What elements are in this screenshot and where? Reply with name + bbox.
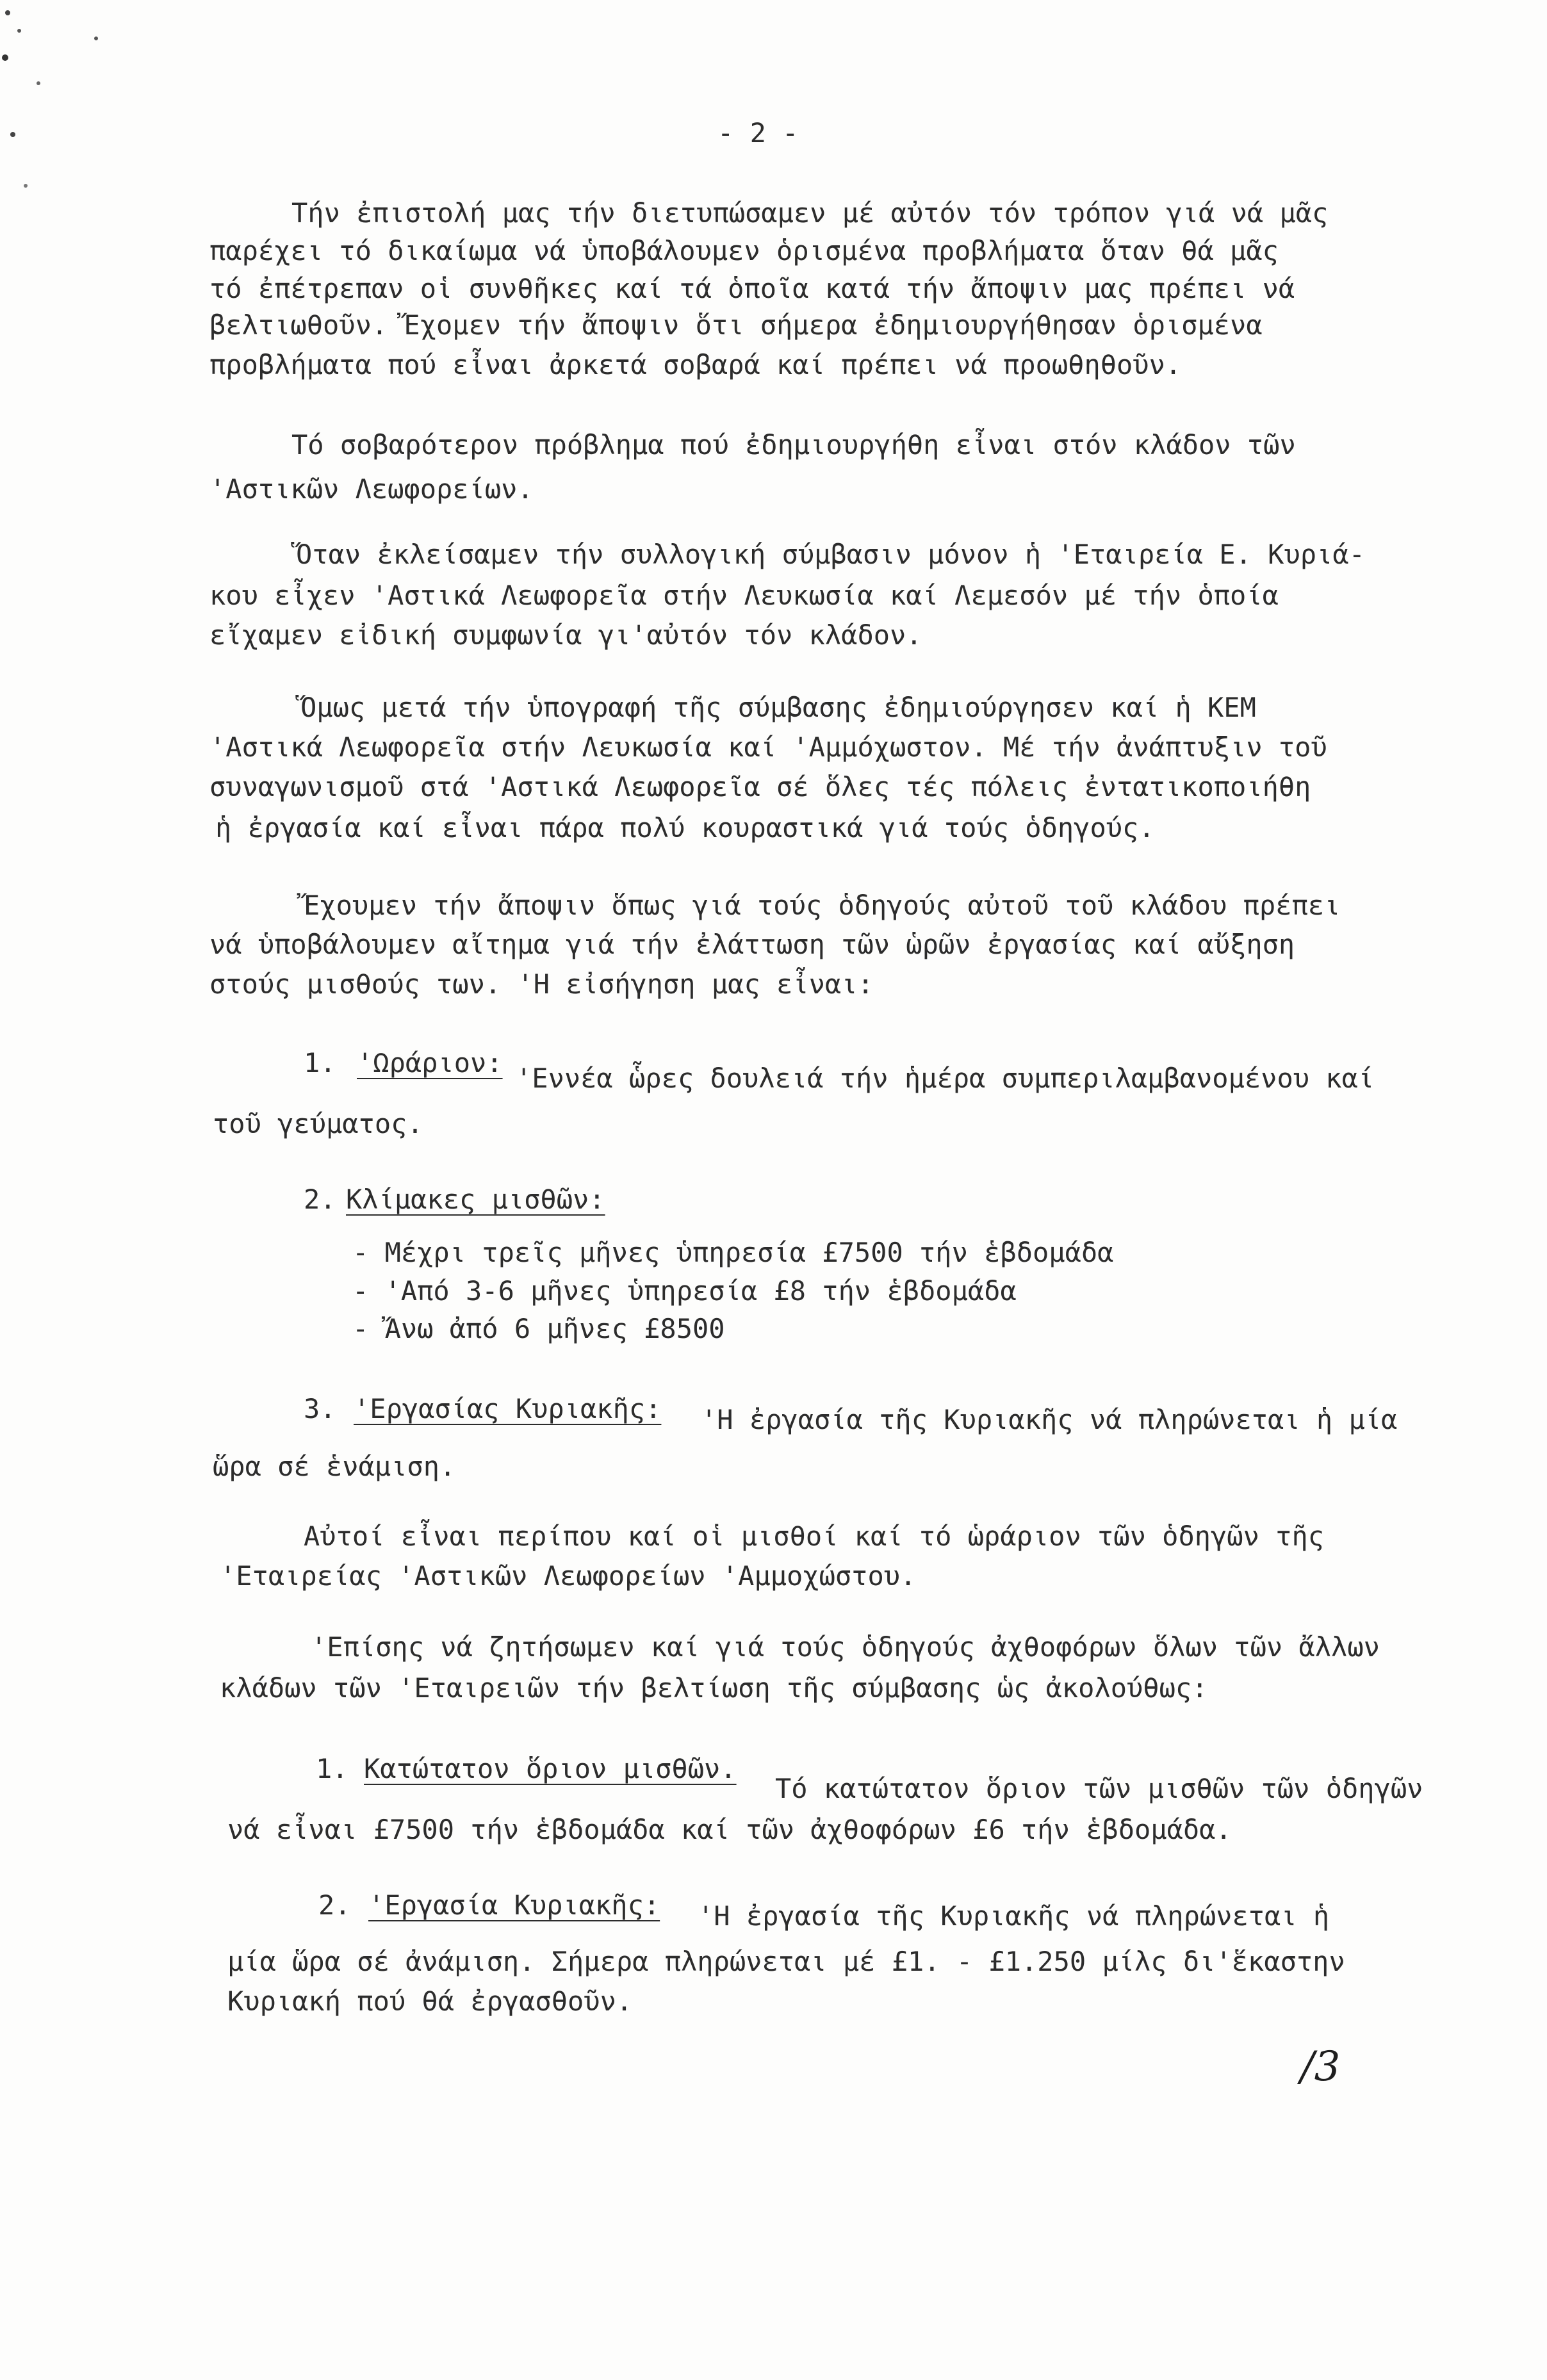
item-text: 'Η ἐργασία τῆς Κυριακῆς νά πληρώνεται ἡ bbox=[698, 1900, 1330, 1932]
item-number: 2. bbox=[304, 1184, 336, 1215]
item-number: 3. bbox=[304, 1393, 336, 1424]
contract-line: εἴχαμεν εἰδική συμφωνία γι'αὐτόν τόν κλάδον. bbox=[209, 619, 922, 651]
item-text: 'Εννέα ὧρες δουλειά τήν ἡμέρα συμπεριλαμβανομένου καί bbox=[516, 1063, 1375, 1094]
item-heading: 'Ωράριον: bbox=[357, 1047, 503, 1079]
intro-line: βελτιωθοῦν. Ἔχομεν τήν ἄποψιν ὅτι σήμερα ἐδημιουργήθησαν ὁρισμένα bbox=[209, 309, 1263, 341]
continuation-mark: /3 bbox=[1300, 2043, 1341, 2091]
wage-step: - Ἄνω ἀπό 6 μῆνες £8500 bbox=[352, 1313, 725, 1344]
problem-line: 'Αστικῶν Λεωφορείων. bbox=[209, 473, 534, 505]
item-heading: Κατώτατον ὅριον μισθῶν. bbox=[364, 1753, 737, 1784]
item-continuation: νά εἶναι £7500 τήν ἑβδομάδα καί τῶν ἀχθοφόρων £6 τήν ἑβδομάδα. bbox=[227, 1814, 1232, 1845]
item-continuation: Κυριακή πού θά ἐργασθοῦν. bbox=[227, 1985, 633, 2017]
competition-line: Ὅμως μετά τήν ὑπογραφή τῆς σύμβασης ἐδημιούργησεν καί ἡ ΚΕΜ bbox=[300, 692, 1256, 723]
proposal-line: νά ὑποβάλουμεν αἴτημα γιά τήν ἐλάττωση τῶν ὡρῶν ἐργασίας καί αὔξηση bbox=[209, 929, 1295, 960]
contract-line: Ὅταν ἐκλείσαμεν τήν συλλογική σύμβασιν μόνον ἡ 'Εταιρεία Ε. Κυριά- bbox=[296, 539, 1365, 570]
wage-step: - Μέχρι τρεῖς μῆνες ὑπηρεσία £7500 τήν ἑβδομάδα bbox=[352, 1237, 1114, 1268]
item-number: 1. bbox=[304, 1047, 336, 1079]
other-branches-line: 'Επίσης νά ζητήσωμεν καί γιά τούς ὁδηγούς ἀχθοφόρων ὅλων τῶν ἄλλων bbox=[311, 1631, 1380, 1663]
item-continuation: ὥρα σέ ἑνάμιση. bbox=[213, 1451, 456, 1482]
other-branches-line: κλάδων τῶν 'Εταιρειῶν τήν βελτίωση τῆς σύμβασης ὡς ἀκολούθως: bbox=[220, 1672, 1208, 1704]
proposal-line: στούς μισθούς των. 'Η εἰσήγηση μας εἶναι: bbox=[209, 968, 874, 1000]
competition-line: 'Αστικά Λεωφορεῖα στήν Λευκωσία καί 'Αμμόχωστον. Μέ τήν ἀνάπτυξιν τοῦ bbox=[209, 731, 1327, 763]
item-number: 1. bbox=[316, 1753, 348, 1784]
proposal-line: Ἔχουμεν τήν ἄποψιν ὅπως γιά τούς ὁδηγούς αὐτοῦ τοῦ κλάδου πρέπει bbox=[304, 890, 1341, 921]
intro-line: Τήν ἐπιστολή μας τήν διετυπώσαμεν μέ αὐτόν τόν τρόπον γιά νά μᾶς bbox=[291, 197, 1329, 229]
competition-line: ἡ ἐργασία καί εἶναι πάρα πολύ κουραστικά γιά τούς ὁδηγούς. bbox=[215, 812, 1155, 844]
item-heading: 'Εργασία Κυριακῆς: bbox=[368, 1889, 660, 1921]
item-text: 'Η ἐργασία τῆς Κυριακῆς νά πληρώνεται ἡ μία bbox=[701, 1404, 1398, 1435]
page-number: - 2 - bbox=[717, 117, 799, 149]
contract-line: κου εἶχεν 'Αστικά Λεωφορεῖα στήν Λευκωσία καί Λεμεσόν μέ τήν ὁποία bbox=[209, 580, 1279, 611]
intro-line: τό ἐπέτρεπαν οἱ συνθῆκες καί τά ὁποῖα κατά τήν ἄποψιν μας πρέπει νά bbox=[209, 273, 1295, 304]
item-continuation: τοῦ γεύματος. bbox=[213, 1108, 423, 1139]
intro-line: προβλήματα πού εἶναι ἀρκετά σοβαρά καί πρέπει νά προωθηθοῦν. bbox=[209, 349, 1182, 380]
item-number: 2. bbox=[318, 1889, 351, 1921]
item-continuation: μία ὥρα σέ ἀνάμιση. Σήμερα πληρώνεται μέ £1. - £1.250 μίλς δι'ἕκαστην bbox=[227, 1946, 1345, 1977]
famagusta-line: Αὐτοί εἶναι περίπου καί οἱ μισθοί καί τό ὡράριον τῶν ὁδηγῶν τῆς bbox=[304, 1520, 1325, 1552]
wage-step: - 'Από 3-6 μῆνες ὑπηρεσία £8 τήν ἑβδομάδα bbox=[352, 1275, 1017, 1307]
item-heading: 'Εργασίας Κυριακῆς: bbox=[354, 1393, 662, 1424]
scan-noise bbox=[0, 0, 141, 205]
item-heading: Κλίμακες μισθῶν: bbox=[346, 1184, 605, 1215]
famagusta-line: 'Εταιρείας 'Αστικῶν Λεωφορείων 'Αμμοχώστου. bbox=[220, 1560, 917, 1592]
competition-line: συναγωνισμοῦ στά 'Αστικά Λεωφορεῖα σέ ὅλες τές πόλεις ἐντατικοποιήθη bbox=[209, 771, 1311, 803]
intro-line: παρέχει τό δικαίωμα νά ὑποβάλουμεν ὁρισμένα προβλήματα ὅταν θά μᾶς bbox=[209, 235, 1279, 266]
item-text: Τό κατώτατον ὅριον τῶν μισθῶν τῶν ὁδηγῶν bbox=[775, 1773, 1423, 1804]
problem-line: Τό σοβαρότερον πρόβλημα πού ἐδημιουργήθη εἶναι στόν κλάδον τῶν bbox=[291, 429, 1296, 461]
